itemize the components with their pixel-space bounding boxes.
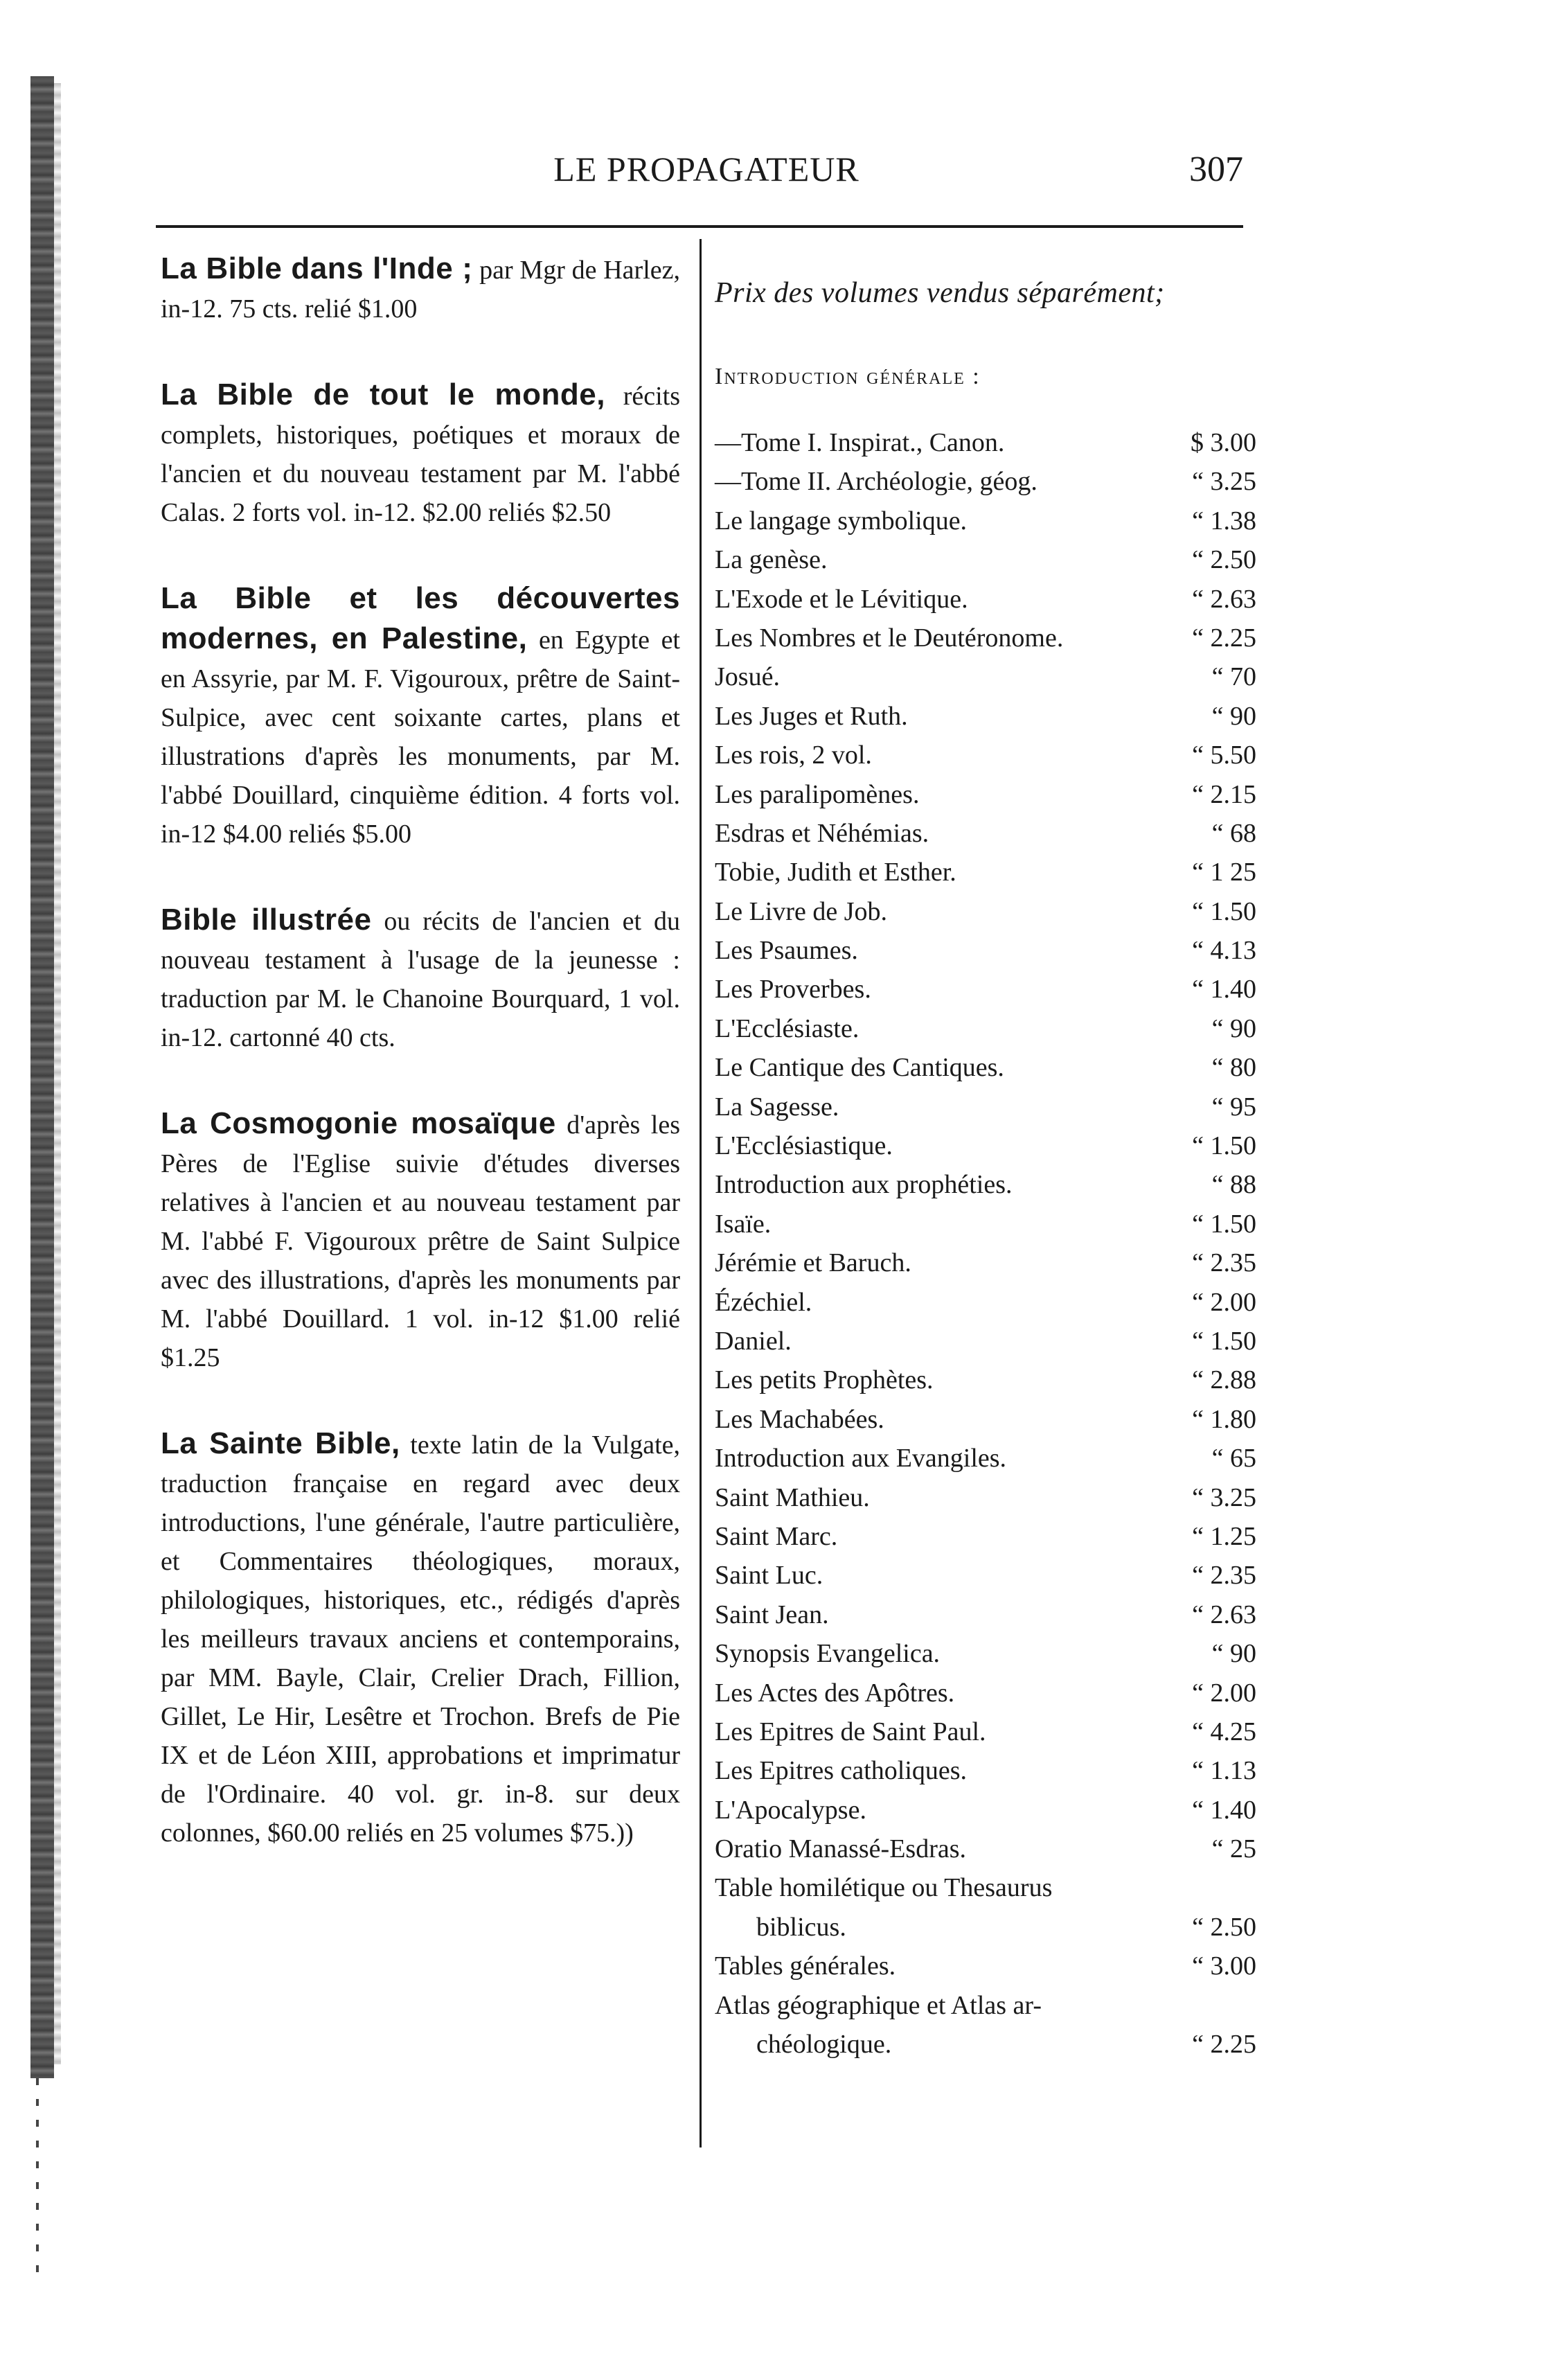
price-row: [715, 1400, 1269, 1439]
volume-name: Les rois, 2 vol.: [715, 741, 872, 770]
price-row: [715, 1517, 1269, 1556]
volume-name: Saint Marc.: [715, 1521, 838, 1551]
book-description: d'après les Pères de l'Eglise suivie d'études diverses relatives à l'ancien et au nouveau testament par M. l'abbé F. Vigouroux prêtre de Saint Sulpice avec des illustrations, d'après les monuments par M. l'abbé Douillard. 1 vol. in-12 $1.00 relié $1.25: [161, 1110, 680, 1372]
volume-price: “ 80: [1211, 1053, 1256, 1083]
price-row: [715, 1908, 1269, 1947]
volume-price: “ 5.50: [1192, 741, 1256, 770]
volume-name: Josué.: [715, 662, 780, 692]
volume-price: “ 2.63: [1192, 584, 1256, 614]
volume-name: Le Livre de Job.: [715, 896, 888, 926]
price-row: [715, 657, 1269, 696]
price-row: [715, 462, 1269, 501]
volume-price: “ 2.50: [1192, 1912, 1256, 1942]
price-row: [715, 1830, 1269, 1868]
price-row: [715, 1361, 1269, 1399]
volume-price: “ 1.38: [1192, 506, 1256, 535]
book-description: récits complets, historiques, poétiques et moraux de l'ancien et du nouveau testament par M. l'abbé Calas. 2 forts vol. in-12. $2.00 reliés $2.50: [161, 382, 680, 527]
price-row: [715, 1595, 1269, 1634]
price-row: [715, 775, 1269, 814]
scan-binding-shadow: [54, 83, 61, 2064]
page-header: [156, 149, 1257, 197]
price-list-heading: Prix des volumes vendus séparément;: [715, 277, 1165, 309]
header-rule: [156, 225, 1243, 228]
volume-price: “ 2.35: [1192, 1248, 1256, 1278]
volume-price: “ 2.88: [1192, 1365, 1256, 1395]
price-row: [715, 1322, 1269, 1361]
price-row: [715, 1751, 1269, 1790]
volume-name: Les Epitres de Saint Paul.: [715, 1717, 986, 1746]
volume-name: —Tome II. Archéologie, géog.: [715, 467, 1037, 497]
volume-price: “ 2.00: [1192, 1678, 1256, 1708]
price-row: [715, 697, 1269, 736]
price-row: [715, 1165, 1269, 1204]
price-row: [715, 1439, 1269, 1478]
volume-name: Atlas géographique et Atlas ar-: [715, 1990, 1042, 2020]
price-row: [715, 1556, 1269, 1595]
scan-binding-edge: [30, 76, 54, 2078]
volume-price: “ 1.80: [1192, 1404, 1256, 1434]
price-row: [715, 931, 1269, 970]
price-row: [715, 1947, 1269, 1985]
book-title: La Bible et les découvertes modernes, en Palestine,: [161, 581, 680, 655]
volume-name: Tables générales.: [715, 1951, 896, 1981]
book-title: La Cosmogonie mosaïque: [161, 1106, 556, 1140]
price-row: [715, 1048, 1269, 1087]
volume-name: Introduction aux prophéties.: [715, 1170, 1013, 1200]
price-row: [715, 1868, 1269, 1907]
volume-name: L'Apocalypse.: [715, 1795, 866, 1825]
book-entry: [161, 375, 680, 532]
column-divider: [700, 239, 702, 2147]
volume-price: “ 90: [1211, 1639, 1256, 1669]
scan-binding-tail: [36, 2078, 39, 2279]
volume-name: Synopsis Evangelica.: [715, 1639, 941, 1669]
volume-name: Les Epitres catholiques.: [715, 1756, 968, 1786]
volume-price: “ 70: [1211, 662, 1256, 692]
price-row: [715, 1712, 1269, 1751]
volume-name: Les petits Prophètes.: [715, 1365, 934, 1395]
book-description: par Mgr de Harlez, in-12. 75 cts. relié $1.00: [161, 256, 680, 324]
volume-name: Les Nombres et le Deutéronome.: [715, 623, 1064, 653]
volume-name: Jérémie et Baruch.: [715, 1248, 911, 1278]
volume-name: Les Actes des Apôtres.: [715, 1678, 955, 1708]
price-row: [715, 1478, 1269, 1517]
volume-name: Le Cantique des Cantiques.: [715, 1053, 1004, 1083]
price-row: [715, 1634, 1269, 1673]
volume-price: “ 1.40: [1192, 1795, 1256, 1825]
volume-price: “ 88: [1211, 1170, 1256, 1200]
book-title: La Bible de tout le monde,: [161, 378, 605, 411]
volume-price: “ 3.00: [1192, 1951, 1256, 1981]
volume-name: La Sagesse.: [715, 1092, 839, 1122]
volume-name: biblicus.: [756, 1912, 846, 1942]
volume-name: Ézéchiel.: [715, 1287, 812, 1317]
volume-price: “ 1 25: [1192, 858, 1256, 887]
price-row: [715, 502, 1269, 540]
book-description: ou récits de l'ancien et du nouveau testament à l'usage de la jeunesse : traduction par M. le Chanoine Bourquard, 1 vol. in-12. cartonné 40 cts.: [161, 907, 680, 1052]
price-row: [715, 2025, 1269, 2064]
price-row: [715, 580, 1269, 619]
book-entry: [161, 901, 680, 1057]
price-row: [715, 1986, 1269, 2025]
volume-name: Les Proverbes.: [715, 975, 871, 1004]
volume-name: Les paralipomènes.: [715, 779, 920, 809]
volume-price: “ 4.25: [1192, 1717, 1256, 1746]
price-row: [715, 814, 1269, 853]
price-row: [715, 540, 1269, 579]
volume-price: “ 3.25: [1192, 1482, 1256, 1512]
volume-price: “ 2.00: [1192, 1287, 1256, 1317]
price-row: [715, 1674, 1269, 1712]
price-row: [715, 1009, 1269, 1048]
price-row: [715, 736, 1269, 774]
volume-name: Tobie, Judith et Esther.: [715, 858, 956, 887]
volume-name: Oratio Manassé-Esdras.: [715, 1834, 967, 1864]
volume-price: “ 65: [1211, 1444, 1256, 1473]
volume-name: Saint Luc.: [715, 1561, 823, 1591]
right-column: [715, 274, 1269, 2064]
volume-price: “ 2.35: [1192, 1561, 1256, 1591]
volume-price: “ 2.50: [1192, 545, 1256, 575]
volume-price: “ 1.25: [1192, 1521, 1256, 1551]
volume-price: “ 3.25: [1192, 467, 1256, 497]
volume-price: “ 90: [1211, 1013, 1256, 1043]
volume-price: “ 1.50: [1192, 896, 1256, 926]
volume-name: Daniel.: [715, 1326, 792, 1356]
volume-name: Esdras et Néhémias.: [715, 818, 929, 848]
book-entry: [161, 249, 680, 328]
price-row: [715, 970, 1269, 1009]
left-column: [161, 249, 680, 1899]
volume-name: chéologique.: [756, 2030, 892, 2060]
volume-price: “ 1.40: [1192, 975, 1256, 1004]
price-row: [715, 1791, 1269, 1830]
volume-price: “ 1.50: [1192, 1209, 1256, 1239]
volume-price: “ 1.50: [1192, 1131, 1256, 1161]
price-row: [715, 1205, 1269, 1243]
volume-price: “ 1.50: [1192, 1326, 1256, 1356]
book-entry: [161, 1104, 680, 1377]
volume-price: $ 3.00: [1191, 428, 1256, 457]
volume-name: Isaïe.: [715, 1209, 772, 1239]
price-row: [715, 1243, 1269, 1282]
volume-price: “ 2.25: [1192, 2030, 1256, 2060]
price-row: [715, 1088, 1269, 1126]
volume-name: Les Machabées.: [715, 1404, 884, 1434]
price-row: [715, 1283, 1269, 1322]
volume-price: “ 4.13: [1192, 936, 1256, 966]
volume-name: —Tome I. Inspirat., Canon.: [715, 428, 1005, 457]
page-number: 307: [1189, 150, 1243, 189]
price-row: [715, 853, 1269, 892]
volume-price: “ 68: [1211, 818, 1256, 848]
volume-name: Saint Jean.: [715, 1600, 829, 1629]
price-row: [715, 1126, 1269, 1165]
volume-name: L'Exode et le Lévitique.: [715, 584, 968, 614]
book-description: en Egypte et en Assyrie, par M. F. Vigouroux, prêtre de Saint-Sulpice, avec cent soixante cartes, plans et illustrations d'après les monuments, par M. l'abbé Douillard, cinquième édition. 4 forts vol. in-12 $4.00 reliés $5.00: [161, 626, 680, 849]
book-title: La Sainte Bible,: [161, 1426, 400, 1460]
volume-name: Saint Mathieu.: [715, 1482, 870, 1512]
volume-name: Le langage symbolique.: [715, 506, 968, 535]
volume-price: “ 2.63: [1192, 1600, 1256, 1629]
volume-price: “ 2.25: [1192, 623, 1256, 653]
volume-name: L'Ecclésiaste.: [715, 1013, 859, 1043]
volume-name: Les Juges et Ruth.: [715, 701, 908, 731]
book-title: Bible illustrée: [161, 903, 372, 937]
volume-price: “ 25: [1211, 1834, 1256, 1864]
running-title: LE PROPAGATEUR: [553, 150, 859, 188]
volume-name: Table homilétique ou Thesaurus: [715, 1873, 1053, 1903]
volume-name: Introduction aux Evangiles.: [715, 1444, 1007, 1473]
book-description: texte latin de la Vulgate, traduction française en regard avec deux introductions, l'une générale, l'autre particulière, et Commentaires théologiques, moraux, philologiques, historiques, etc., rédigés d'après les meilleurs travaux anciens et contemporains, par MM. Bayle, Clair, Crelier Drach, Fillion, Gillet, Le Hir, Lesêtre et Trochon. Brefs de Pie IX et de Léon XIII, approbations et imprimatur de l'Ordinaire. 40 vol. gr. in-8. sur deux colonnes, $60.00 reliés en 25 volumes $75.)): [161, 1431, 681, 1848]
price-list: [715, 423, 1269, 2064]
book-entry: [161, 579, 680, 853]
volume-name: La genèse.: [715, 545, 828, 575]
volume-price: “ 1.13: [1192, 1756, 1256, 1786]
volume-price: “ 2.15: [1192, 779, 1256, 809]
price-row: [715, 892, 1269, 931]
volume-price: “ 95: [1211, 1092, 1256, 1122]
price-row: [715, 619, 1269, 657]
book-entry: [161, 1424, 680, 1852]
price-row: [715, 423, 1269, 462]
book-title: La Bible dans l'Inde ;: [161, 251, 473, 285]
volume-price: “ 90: [1211, 701, 1256, 731]
volume-name: L'Ecclésiastique.: [715, 1131, 893, 1161]
section-heading: Introduction générale :: [715, 364, 981, 389]
volume-name: Les Psaumes.: [715, 936, 858, 966]
